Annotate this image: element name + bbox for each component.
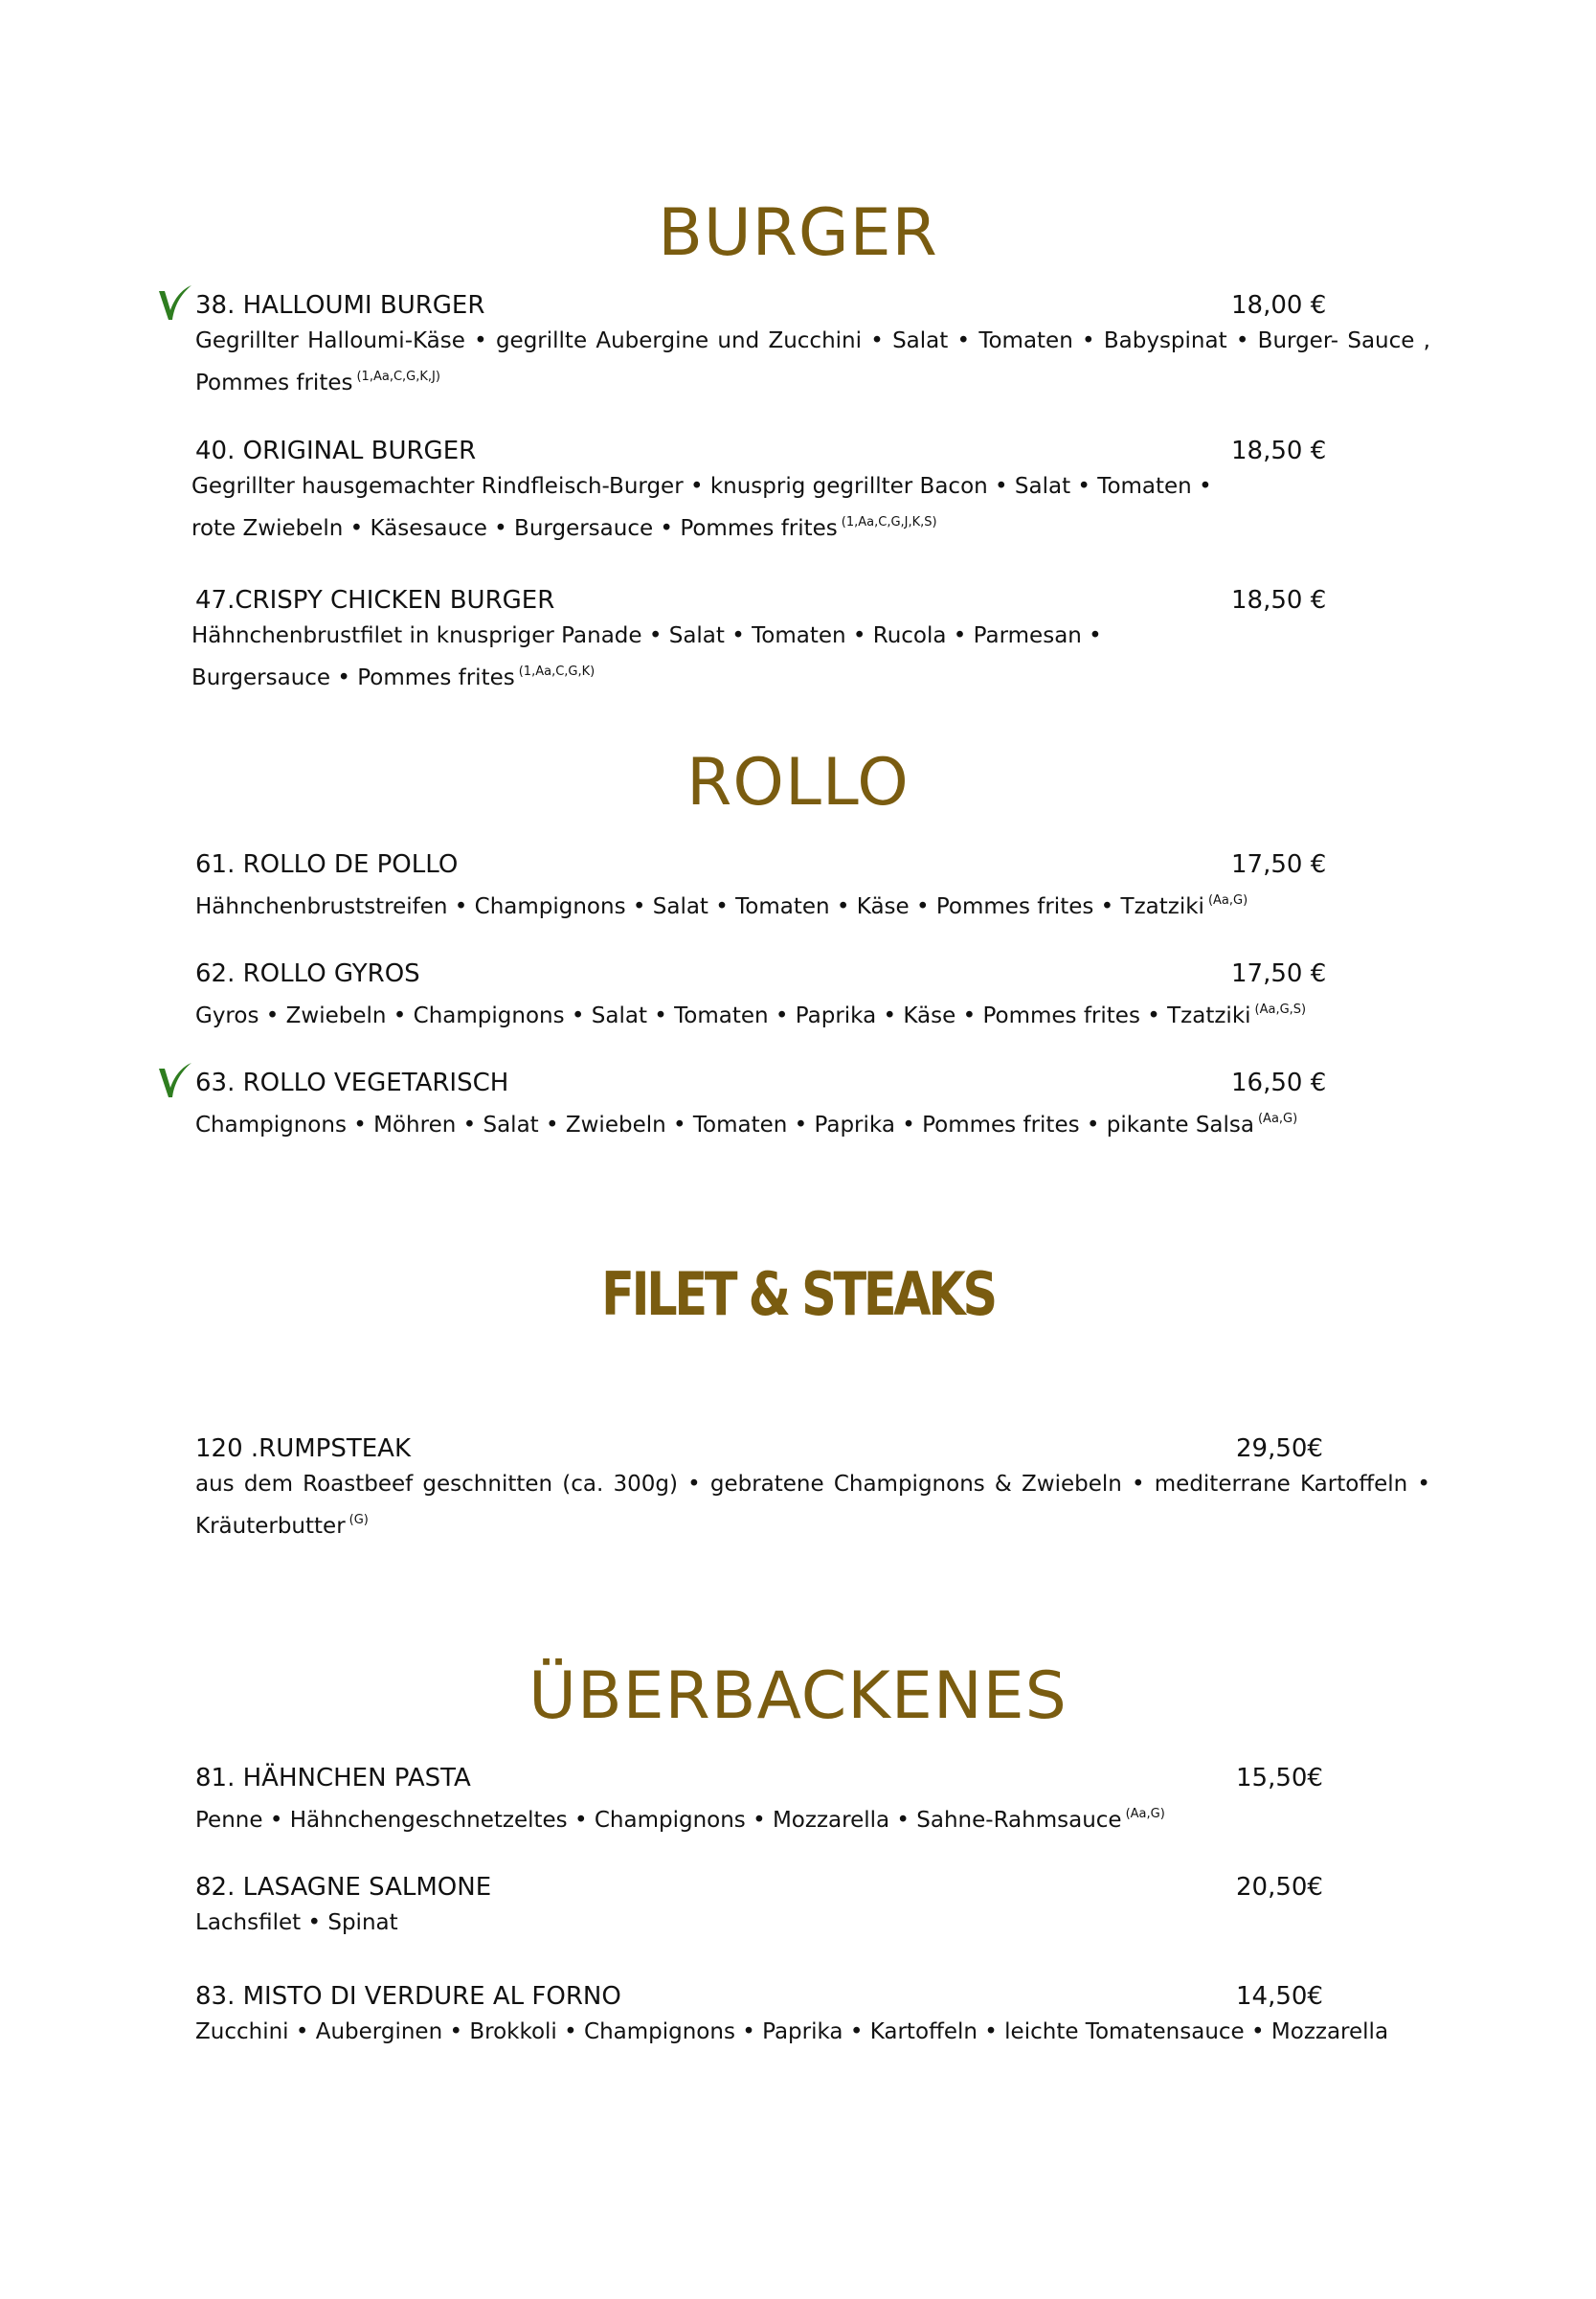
allergen-codes: (1,Aa,C,G,J,K,S) [841,515,937,530]
item-description [195,324,1430,401]
item-description-text: Zucchini • Auberginen • Brokkoli • Champignons • Paprika • Kartoffeln • leichte Tomatensauce • Mozzarella [195,2019,1389,2044]
item-price: 15,50€ [1236,1764,1323,1792]
item-description-text: aus dem Roastbeef geschnitten (ca. 300g) • gebratene Champignons & Zwiebeln • mediterrane Kartoffeln • Kräuterbutter [195,1472,1430,1539]
item-name: 83. MISTO DI VERDURE AL FORNO [195,1982,621,2011]
menu-item-haehnchen-pasta [195,1760,1430,1838]
menu-item-rollo-vegetarisch [195,1065,1430,1143]
item-description [195,1905,1430,1941]
item-name: 61. ROLLO DE POLLO [195,850,459,879]
vegetarian-leaf-icon [155,282,193,324]
menu-item-halloumi-burger [195,287,1430,401]
item-price: 18,50 € [1231,586,1327,615]
item-price: 20,50€ [1236,1873,1323,1902]
item-name: 81. HÄHNCHEN PASTA [195,1764,471,1792]
item-description [195,992,1430,1034]
menu-item-original-burger [191,433,1430,547]
section-title-rollo: ROLLO [686,745,910,821]
allergen-codes: (Aa,G) [1257,1112,1298,1126]
item-description [195,1467,1430,1544]
menu-item-rollo-gyros [195,956,1430,1034]
item-price: 17,50 € [1231,959,1327,988]
menu-item-rumpsteak [195,1431,1430,1544]
item-name: 63. ROLLO VEGETARISCH [195,1069,509,1097]
section-title-ueberbackenes: ÜBERBACKENES [528,1658,1068,1734]
item-name: 38. HALLOUMI BURGER [195,291,485,320]
menu-item-lasagne-salmone [195,1869,1430,1941]
item-price: 16,50 € [1231,1069,1327,1097]
allergen-codes: (Aa,G) [1125,1807,1165,1821]
item-description [191,469,1245,547]
menu-item-crispy-chicken-burger [191,582,1430,696]
item-description [195,883,1430,925]
item-description-text: Gyros • Zwiebeln • Champignons • Salat • Tomaten • Paprika • Käse • Pommes frites • Tzatziki [195,1003,1251,1028]
item-description [195,1101,1430,1143]
item-description-text: Hähnchenbrustfilet in knuspriger Panade • Salat • Tomaten • Rucola • Parmesan • Burgersauce • Pommes frites [191,623,1102,690]
item-price: 18,50 € [1231,437,1327,465]
item-description-text: Hähnchenbruststreifen • Champignons • Salat • Tomaten • Käse • Pommes frites • Tzatziki [195,894,1204,919]
item-description-text: Lachsfilet • Spinat [195,1910,398,1935]
item-name: 40. ORIGINAL BURGER [195,437,477,465]
item-description [191,619,1245,696]
section-title-burger: BURGER [658,195,938,271]
allergen-codes: (G) [348,1513,369,1527]
item-description-text: Penne • Hähnchengeschnetzeltes • Champignons • Mozzarella • Sahne-Rahmsauce [195,1808,1122,1833]
item-name: 120 .RUMPSTEAK [195,1434,412,1463]
vegetarian-leaf-icon [155,1059,193,1101]
item-name: 47.CRISPY CHICKEN BURGER [195,586,555,615]
item-description-text: Gegrillter hausgemachter Rindfleisch-Burger • knusprig gegrillter Bacon • Salat • Tomaten • rote Zwiebeln • Käsesauce • Burgersauce • Pommes frites [191,474,1212,541]
item-description [195,1796,1430,1838]
item-name: 82. LASAGNE SALMONE [195,1873,492,1902]
allergen-codes: (Aa,G) [1207,893,1248,908]
item-price: 18,00 € [1231,291,1327,320]
allergen-codes: (1,Aa,C,G,K,J) [356,370,440,384]
menu-item-rollo-de-pollo [195,846,1430,925]
menu-item-misto-di-verdure [195,1978,1430,2050]
item-description-text: Champignons • Möhren • Salat • Zwiebeln • Tomaten • Paprika • Pommes frites • pikante Salsa [195,1113,1254,1138]
allergen-codes: (Aa,G,S) [1254,1003,1307,1017]
item-description [195,2015,1430,2050]
item-price: 14,50€ [1236,1982,1323,2011]
item-price: 29,50€ [1236,1434,1323,1463]
section-title-filet-steaks: FILET & STEAKS [601,1259,995,1329]
item-price: 17,50 € [1231,850,1327,879]
item-name: 62. ROLLO GYROS [195,959,420,988]
item-description-text: Gegrillter Halloumi-Käse • gegrillte Aubergine und Zucchini • Salat • Tomaten • Babyspinat • Burger- Sauce , Pommes frites [195,328,1430,395]
allergen-codes: (1,Aa,C,G,K) [518,665,596,679]
